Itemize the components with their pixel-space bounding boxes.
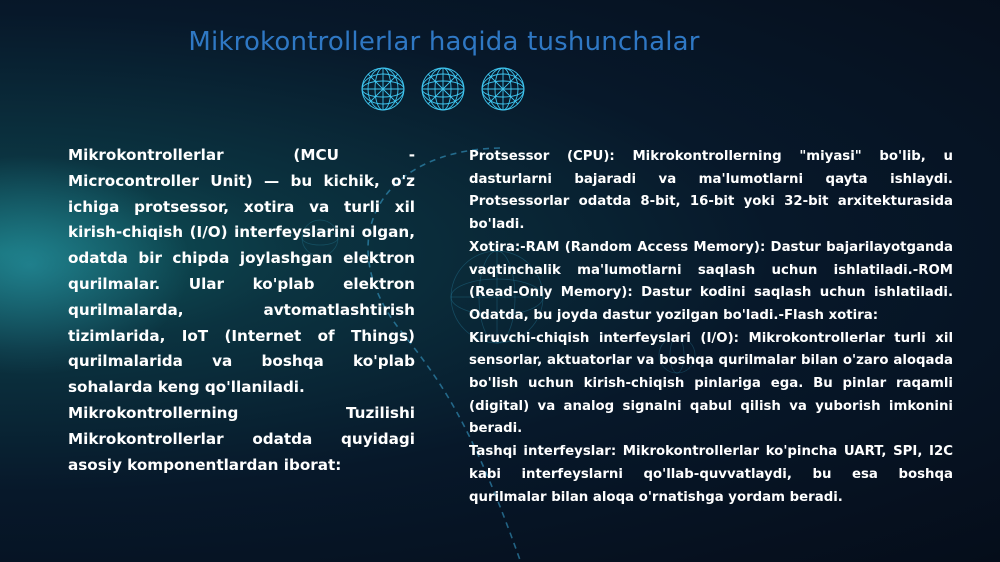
- wireframe-globe-icon: [420, 66, 466, 112]
- right-text-column: [469, 146, 953, 509]
- wireframe-globe-icon: [480, 66, 526, 112]
- io-paragraph: Kiruvchi-chiqish interfeyslari (I/O): Mikrokontrollerlar turli xil sensorlar, aktuatorlar va boshqa qurilmalar bilan o'zaro aloqada bo'lish uchun kirish-chiqish pinlariga ega. Bu pinlar raqamli (digital) va analog signalni qabul qilish va yuborish imkonini beradi.: [469, 330, 953, 437]
- slide-title: Mikrokontrollerlar haqida tushunchalar: [188, 27, 700, 57]
- cpu-paragraph: Protsessor (CPU): Mikrokontrollerning "miyasi" bo'lib, u dasturlarni bajaradi va ma'lumotlarni qayta ishlaydi. Protsessorlar odatda 8-bit, 16-bit yoki 32-bit arxitekturasida bo'ladi.: [469, 149, 953, 233]
- left-text-column: [68, 143, 415, 478]
- wireframe-globe-icon: [360, 66, 406, 112]
- intro-paragraph: Mikrokontrollerlar (MCU - Microcontroller Unit) — bu kichik, o'z ichiga protsessor, xotira va turli xil kirish-chiqish (I/O) interfeyslarini olgan, odatda bir chipda joylashgan elektron qurilmalar. Ular ko'plab elektron qurilmalarda, avtomatlashtirish tizimlarida, IoT (Internet of Things) qurilmalarida va boshqa ko'plab sohalarda keng qo'llaniladi.: [68, 146, 415, 397]
- external-interfaces-paragraph: Tashqi interfeyslar: Mikrokontrollerlar ko'pincha UART, SPI, I2C kabi interfeyslarni qo'llab-quvvatlaydi, bu esa boshqa qurilmalar bilan aloqa o'rnatishga yordam beradi.: [469, 444, 953, 505]
- globe-icons-row: [360, 66, 530, 112]
- structure-paragraph: Mikrokontrollerning Tuzilishi Mikrokontrollerlar odatda quyidagi asosiy komponentlardan iborat:: [68, 403, 415, 474]
- memory-paragraph: Xotira:-RAM (Random Access Memory): Dastur bajarilayotganda vaqtinchalik ma'lumotlarni saqlash uchun ishlatiladi.-ROM (Read-Only Memory): Dastur kodini saqlash uchun ishlatiladi. Odatda, bu joyda dastur yozilgan bo'ladi.-Flash xotira:: [469, 239, 953, 323]
